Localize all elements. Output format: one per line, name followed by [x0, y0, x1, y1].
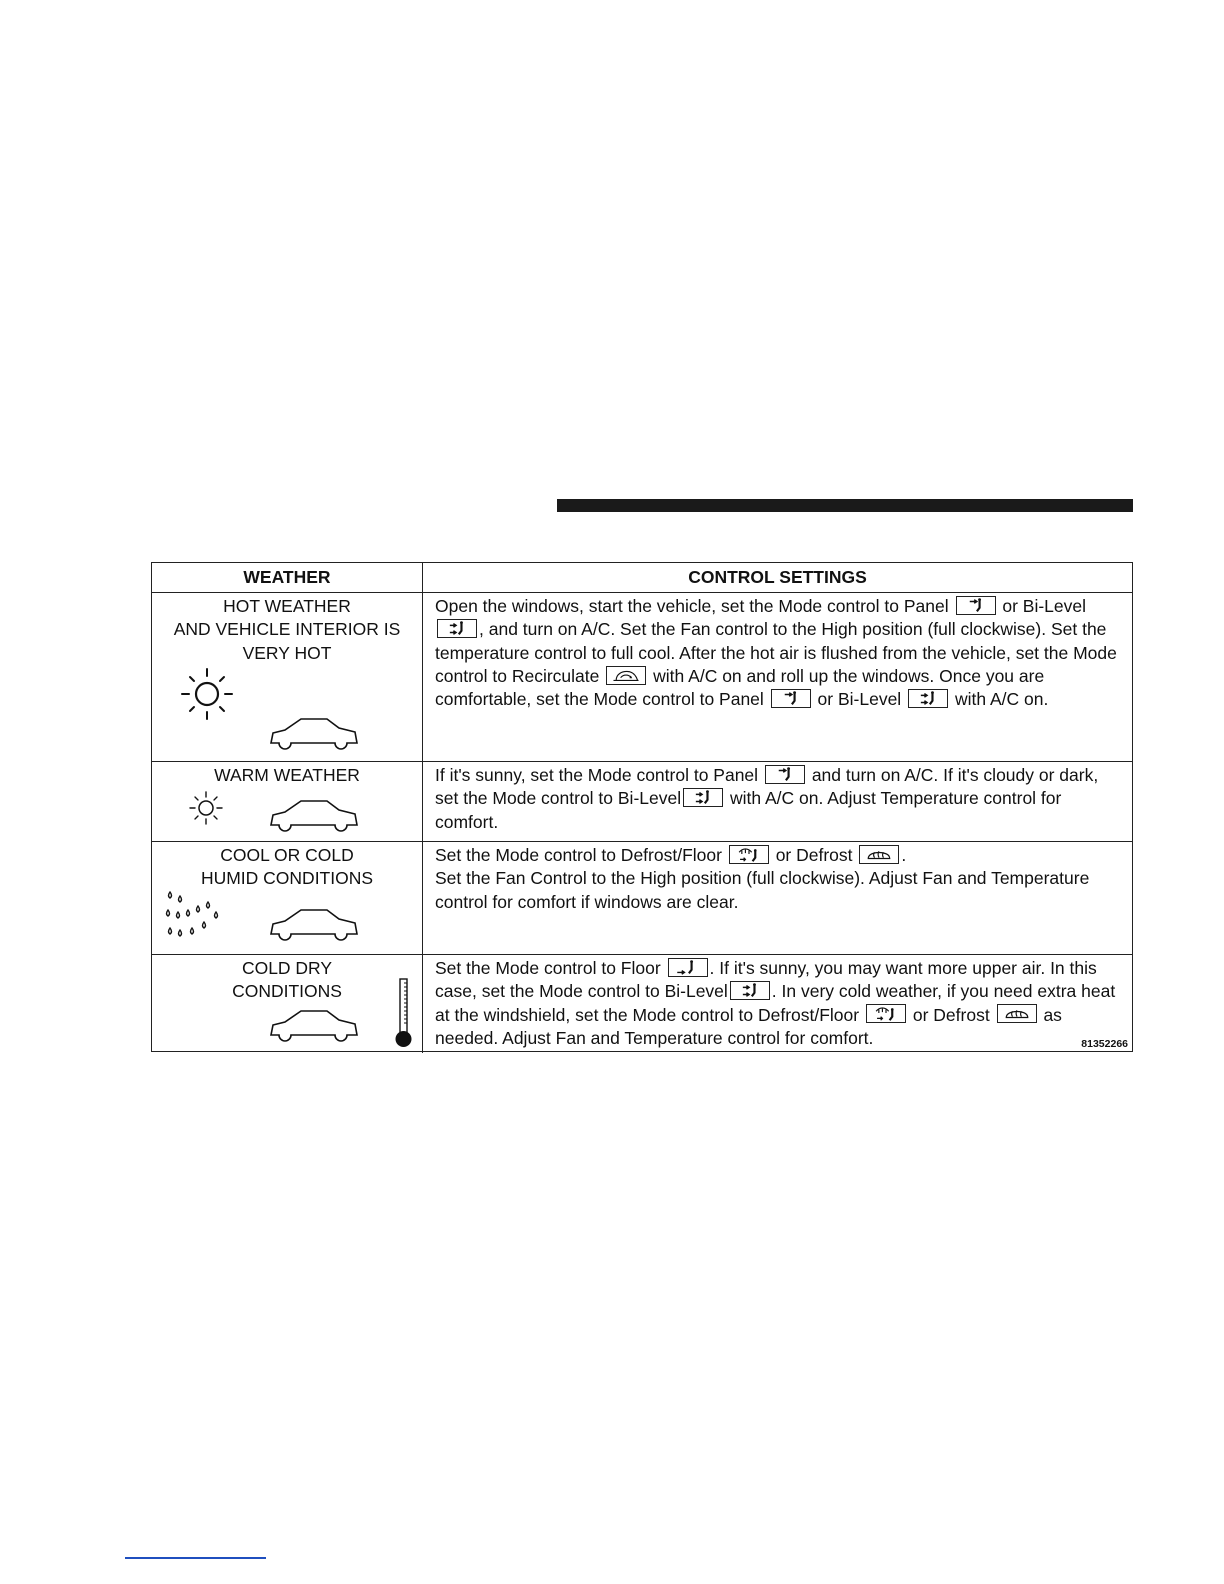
settings-text: with A/C on and roll up the windows. Once you are comfortable, set the Mode control to Panel — [435, 665, 1045, 710]
bi-level-mode-icon — [683, 788, 723, 807]
panel-mode-icon — [956, 596, 996, 615]
weather-label: VERY HOT — [242, 642, 332, 663]
weather-label: HOT WEATHER — [223, 596, 351, 616]
climate-control-settings-table — [151, 562, 1133, 1052]
weather-label: AND VEHICLE INTERIOR IS — [173, 619, 401, 640]
sun-icon — [185, 789, 227, 827]
defrost-mode-icon — [859, 845, 899, 864]
defrost-floor-mode-icon — [866, 1004, 906, 1023]
defrost-mode-icon — [997, 1004, 1037, 1023]
footer-link-underline — [125, 1557, 266, 1559]
floor-mode-icon — [668, 958, 708, 977]
control-settings-cell — [423, 762, 1132, 841]
thermometer-icon — [393, 977, 415, 1049]
settings-text: with A/C on. — [954, 689, 1049, 710]
settings-text: . — [901, 845, 907, 865]
settings-text: and turn on A/C. If it's cloudy or dark, set the Mode control to Bi-Level — [435, 765, 1099, 809]
weather-cell — [152, 955, 423, 1053]
settings-text: Set the Mode control to Floor — [435, 958, 661, 978]
bi-level-mode-icon — [437, 619, 477, 638]
settings-text: If it's sunny, set the Mode control to Panel — [435, 765, 759, 785]
rain-drops-icon — [164, 884, 226, 950]
control-settings-cell — [423, 593, 1132, 761]
weather-cell — [152, 762, 423, 841]
weather-column-header: WEATHER — [152, 563, 423, 592]
sun-icon — [176, 665, 238, 723]
weather-label: COLD DRY — [241, 958, 333, 978]
weather-cell — [152, 593, 423, 761]
section-header-bar — [557, 499, 1133, 512]
settings-text: Open the windows, start the vehicle, set the Mode control to Panel — [435, 596, 949, 616]
weather-label: CONDITIONS — [232, 981, 342, 1002]
panel-mode-icon — [771, 689, 811, 708]
settings-text: or Defrost — [912, 1004, 990, 1025]
settings-text: or Defrost — [775, 845, 853, 865]
table-row — [152, 762, 1132, 842]
settings-text: . If it's sunny, you may want more upper air. In this case, set the Mode control to Bi-Level — [435, 958, 1097, 1002]
settings-text: , and turn on A/C. Set the Fan control to the High position (full clockwise). Set the temperature control to full cool. After the hot air is flushed from the vehicle, set the Mode control to Recirculate — [435, 619, 1117, 686]
figure-reference-number: 81352266 — [1081, 1038, 1128, 1050]
settings-text: Set the Mode control to Defrost/Floor — [435, 845, 722, 865]
weather-label: WARM WEATHER — [214, 765, 360, 785]
panel-mode-icon — [765, 765, 805, 784]
car-icon — [267, 906, 363, 944]
defrost-floor-mode-icon — [729, 845, 769, 864]
table-row — [152, 842, 1132, 955]
settings-text: Set the Fan Control to the High position (full clockwise). Adjust Fan and Temperature control for comfort if windows are clear. — [435, 868, 1090, 912]
car-icon — [267, 1007, 363, 1045]
table-header-row — [152, 563, 1132, 593]
control-settings-column-header: CONTROL SETTINGS — [688, 567, 867, 587]
car-icon — [267, 797, 363, 835]
settings-text: or Bi-Level — [1002, 596, 1087, 616]
control-settings-cell — [423, 955, 1132, 1053]
weather-cell — [152, 842, 423, 954]
recirculate-mode-icon — [606, 666, 646, 685]
control-settings-cell — [423, 842, 1132, 954]
weather-label: COOL OR COLD — [220, 845, 354, 865]
bi-level-mode-icon — [730, 981, 770, 1000]
weather-label: HUMID CONDITIONS — [200, 868, 374, 889]
table-row — [152, 955, 1132, 1053]
bi-level-mode-icon — [908, 689, 948, 708]
settings-text: or Bi-Level — [817, 689, 902, 710]
table-row — [152, 593, 1132, 762]
settings-text: as needed. Adjust Fan and Temperature control for comfort. — [435, 1004, 1062, 1048]
settings-text: with A/C on. Adjust Temperature control for comfort. — [435, 788, 1062, 832]
car-icon — [267, 715, 363, 753]
settings-text: . In very cold weather, if you need extra heat at the windshield, set the Mode control to Defrost/Floor — [435, 981, 1116, 1025]
